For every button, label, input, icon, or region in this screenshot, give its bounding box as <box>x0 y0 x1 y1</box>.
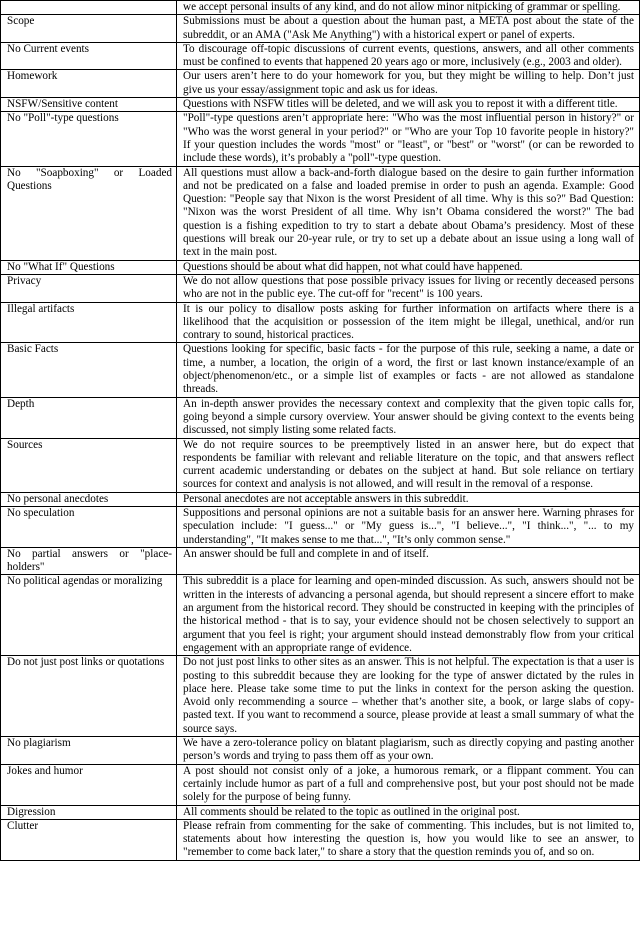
rule-description-cell: Do not just post links to other sites as an answer. This is not helpful. The expectation is that a user is posting to this subreddit because they are looking for the type of answer dictated by the rules in place here. Please take some time to put the links in context for the person asking the question. Avoid only recommending a source – whether that’s another site, a book, or large slabs of copy-pasted text. If you want to recommend a source, please provide at least a small summary of what the source says. <box>177 656 640 737</box>
table-row <box>1 547 640 575</box>
rule-description-cell: We do not require sources to be preemptively listed in an answer here, but do expect that respondents be familiar with relevant and reliable literature on the topic, and that answers reflect current academic understanding or debates on the subject at hand. But sole reliance on tertiary sources for context and analysis is not allowed, and will result in the removal of a response. <box>177 438 640 492</box>
table-row <box>1 805 640 819</box>
rule-name-cell: Sources <box>1 438 177 492</box>
rule-name-cell: Scope <box>1 15 177 43</box>
rule-name-cell: Homework <box>1 70 177 98</box>
table-row <box>1 397 640 438</box>
table-row <box>1 737 640 765</box>
rule-name-cell: Do not just post links or quotations <box>1 656 177 737</box>
rule-name-cell: Jokes and humor <box>1 764 177 805</box>
table-row <box>1 575 640 656</box>
table-row <box>1 166 640 260</box>
table-row <box>1 1 640 15</box>
rule-description-cell: We do not allow questions that pose possible privacy issues for living or recently deceased persons who are not in the public eye. The cut-off for "recent" is 100 years. <box>177 274 640 302</box>
rule-description-cell: We have a zero-tolerance policy on blatant plagiarism, such as directly copying and pasting another person’s words and trying to pass them off as your own. <box>177 737 640 765</box>
rule-name-cell: NSFW/Sensitive content <box>1 98 177 112</box>
rules-table-body <box>1 1 640 861</box>
rule-description-cell: All questions must allow a back-and-forth dialogue based on the desire to gain further information and not be predicated on a false and loaded premise in order to push an agenda. Example: Good Question: "People say that Nixon is the worst President of all time. Why is this so?" Bad Question: "Nixon was the worst President of all time. Why isn’t Obama considered the worst?" The bad question is a fishing expedition to try to start a debate about Obama’s presidency. Most of these questions will break our 20-year rule, or try to set up a debate about an issue using a long wall of text in the main post. <box>177 166 640 260</box>
rule-name-cell: No "Soapboxing" or Loaded Questions <box>1 166 177 260</box>
rule-name-cell: No "What If" Questions <box>1 260 177 274</box>
rule-description-cell: It is our policy to disallow posts asking for further information on artifacts where there is a likelihood that the acquisition or possession of the item might be illegal, unethical, and/or run contrary to sound, historical practices. <box>177 302 640 343</box>
table-row <box>1 438 640 492</box>
rule-description-cell: An in-depth answer provides the necessary context and complexity that the given topic calls for, going beyond a simple cursory overview. Your answer should be giving context to the events being discussed, not simply listing some related facts. <box>177 397 640 438</box>
rule-description-cell: we accept personal insults of any kind, and do not allow minor nitpicking of grammar or spelling. <box>177 1 640 15</box>
rule-description-cell: A post should not consist only of a joke, a humorous remark, or a flippant comment. You can certainly include humor as part of a full and comprehensive post, but your post should not be made solely for the purpose of being funny. <box>177 764 640 805</box>
rule-description-cell: Suppositions and personal opinions are not a suitable basis for an answer here. Warning phrases for speculation include: "I guess..." or "My guess is...", "I believe...", "I think...", "... to my understanding", "It makes sense to me that...", "It’s only common sense." <box>177 506 640 547</box>
rule-name-cell: Illegal artifacts <box>1 302 177 343</box>
rule-name-cell: No Current events <box>1 42 177 70</box>
rule-description-cell: An answer should be full and complete in and of itself. <box>177 547 640 575</box>
table-row <box>1 260 640 274</box>
table-row <box>1 98 640 112</box>
rule-name-cell: No political agendas or moralizing <box>1 575 177 656</box>
table-row <box>1 506 640 547</box>
table-row <box>1 70 640 98</box>
rule-name-cell <box>1 1 177 15</box>
rule-name-cell: Basic Facts <box>1 343 177 397</box>
rule-name-cell: No "Poll"-type questions <box>1 112 177 166</box>
rule-description-cell: Submissions must be about a question about the human past, a META post about the state of the subreddit, or an AMA ("Ask Me Anything") with a historical expert or panel of experts. <box>177 15 640 43</box>
rule-name-cell: Digression <box>1 805 177 819</box>
table-row <box>1 656 640 737</box>
table-row <box>1 112 640 166</box>
table-row <box>1 492 640 506</box>
table-row <box>1 42 640 70</box>
rule-name-cell: Clutter <box>1 819 177 860</box>
rule-name-cell: No partial answers or "place-holders" <box>1 547 177 575</box>
rule-description-cell: All comments should be related to the topic as outlined in the original post. <box>177 805 640 819</box>
table-row <box>1 302 640 343</box>
rule-description-cell: Questions looking for specific, basic facts - for the purpose of this rule, seeking a name, a date or time, a number, a location, the origin of a word, the first or last known instance/example of an object/phenomenon/etc., or a simple list of examples or facts - are not allowed as standalone threads. <box>177 343 640 397</box>
rule-description-cell: This subreddit is a place for learning and open-minded discussion. As such, answers should not be written in the interests of advancing a personal agenda, but should represent a sincere effort to make an argument from the historical record. They should be constructed in keeping with the principles of the historical method - that is to say, your evidence should not be chosen selectively to support an argument that you feel is right; your argument should instead demonstrably flow from your critical engagement with an appropriate range of evidence. <box>177 575 640 656</box>
rule-description-cell: Our users aren’t here to do your homework for you, but they might be willing to help. Don’t just give us your essay/assignment topic and ask us for ideas. <box>177 70 640 98</box>
table-row <box>1 343 640 397</box>
rule-description-cell: "Poll"-type questions aren’t appropriate here: "Who was the most influential person in history?" or "Who was the worst general in your period?" or "Who are your Top 10 favorite people in history?" If your question includes the words "most" or "least", or "best" or "worst" (or can be reworded to include these words), it’s probably a "poll"-type question. <box>177 112 640 166</box>
rule-name-cell: No speculation <box>1 506 177 547</box>
rule-name-cell: No plagiarism <box>1 737 177 765</box>
rule-name-cell: No personal anecdotes <box>1 492 177 506</box>
table-row <box>1 15 640 43</box>
rule-name-cell: Depth <box>1 397 177 438</box>
rule-name-cell: Privacy <box>1 274 177 302</box>
rule-description-cell: Questions should be about what did happen, not what could have happened. <box>177 260 640 274</box>
rule-description-cell: To discourage off-topic discussions of current events, questions, answers, and all other comments must be confined to events that happened 20 years ago or more, inclusively (e.g., 2003 and older). <box>177 42 640 70</box>
rule-description-cell: Questions with NSFW titles will be deleted, and we will ask you to repost it with a different title. <box>177 98 640 112</box>
rule-description-cell: Please refrain from commenting for the sake of commenting. This includes, but is not limited to, statements about how interesting the question is, how you would like to see an answer, to "remember to come back later," to share a story that the question reminds you of, and so on. <box>177 819 640 860</box>
rule-description-cell: Personal anecdotes are not acceptable answers in this subreddit. <box>177 492 640 506</box>
table-row <box>1 274 640 302</box>
table-row <box>1 819 640 860</box>
table-row <box>1 764 640 805</box>
